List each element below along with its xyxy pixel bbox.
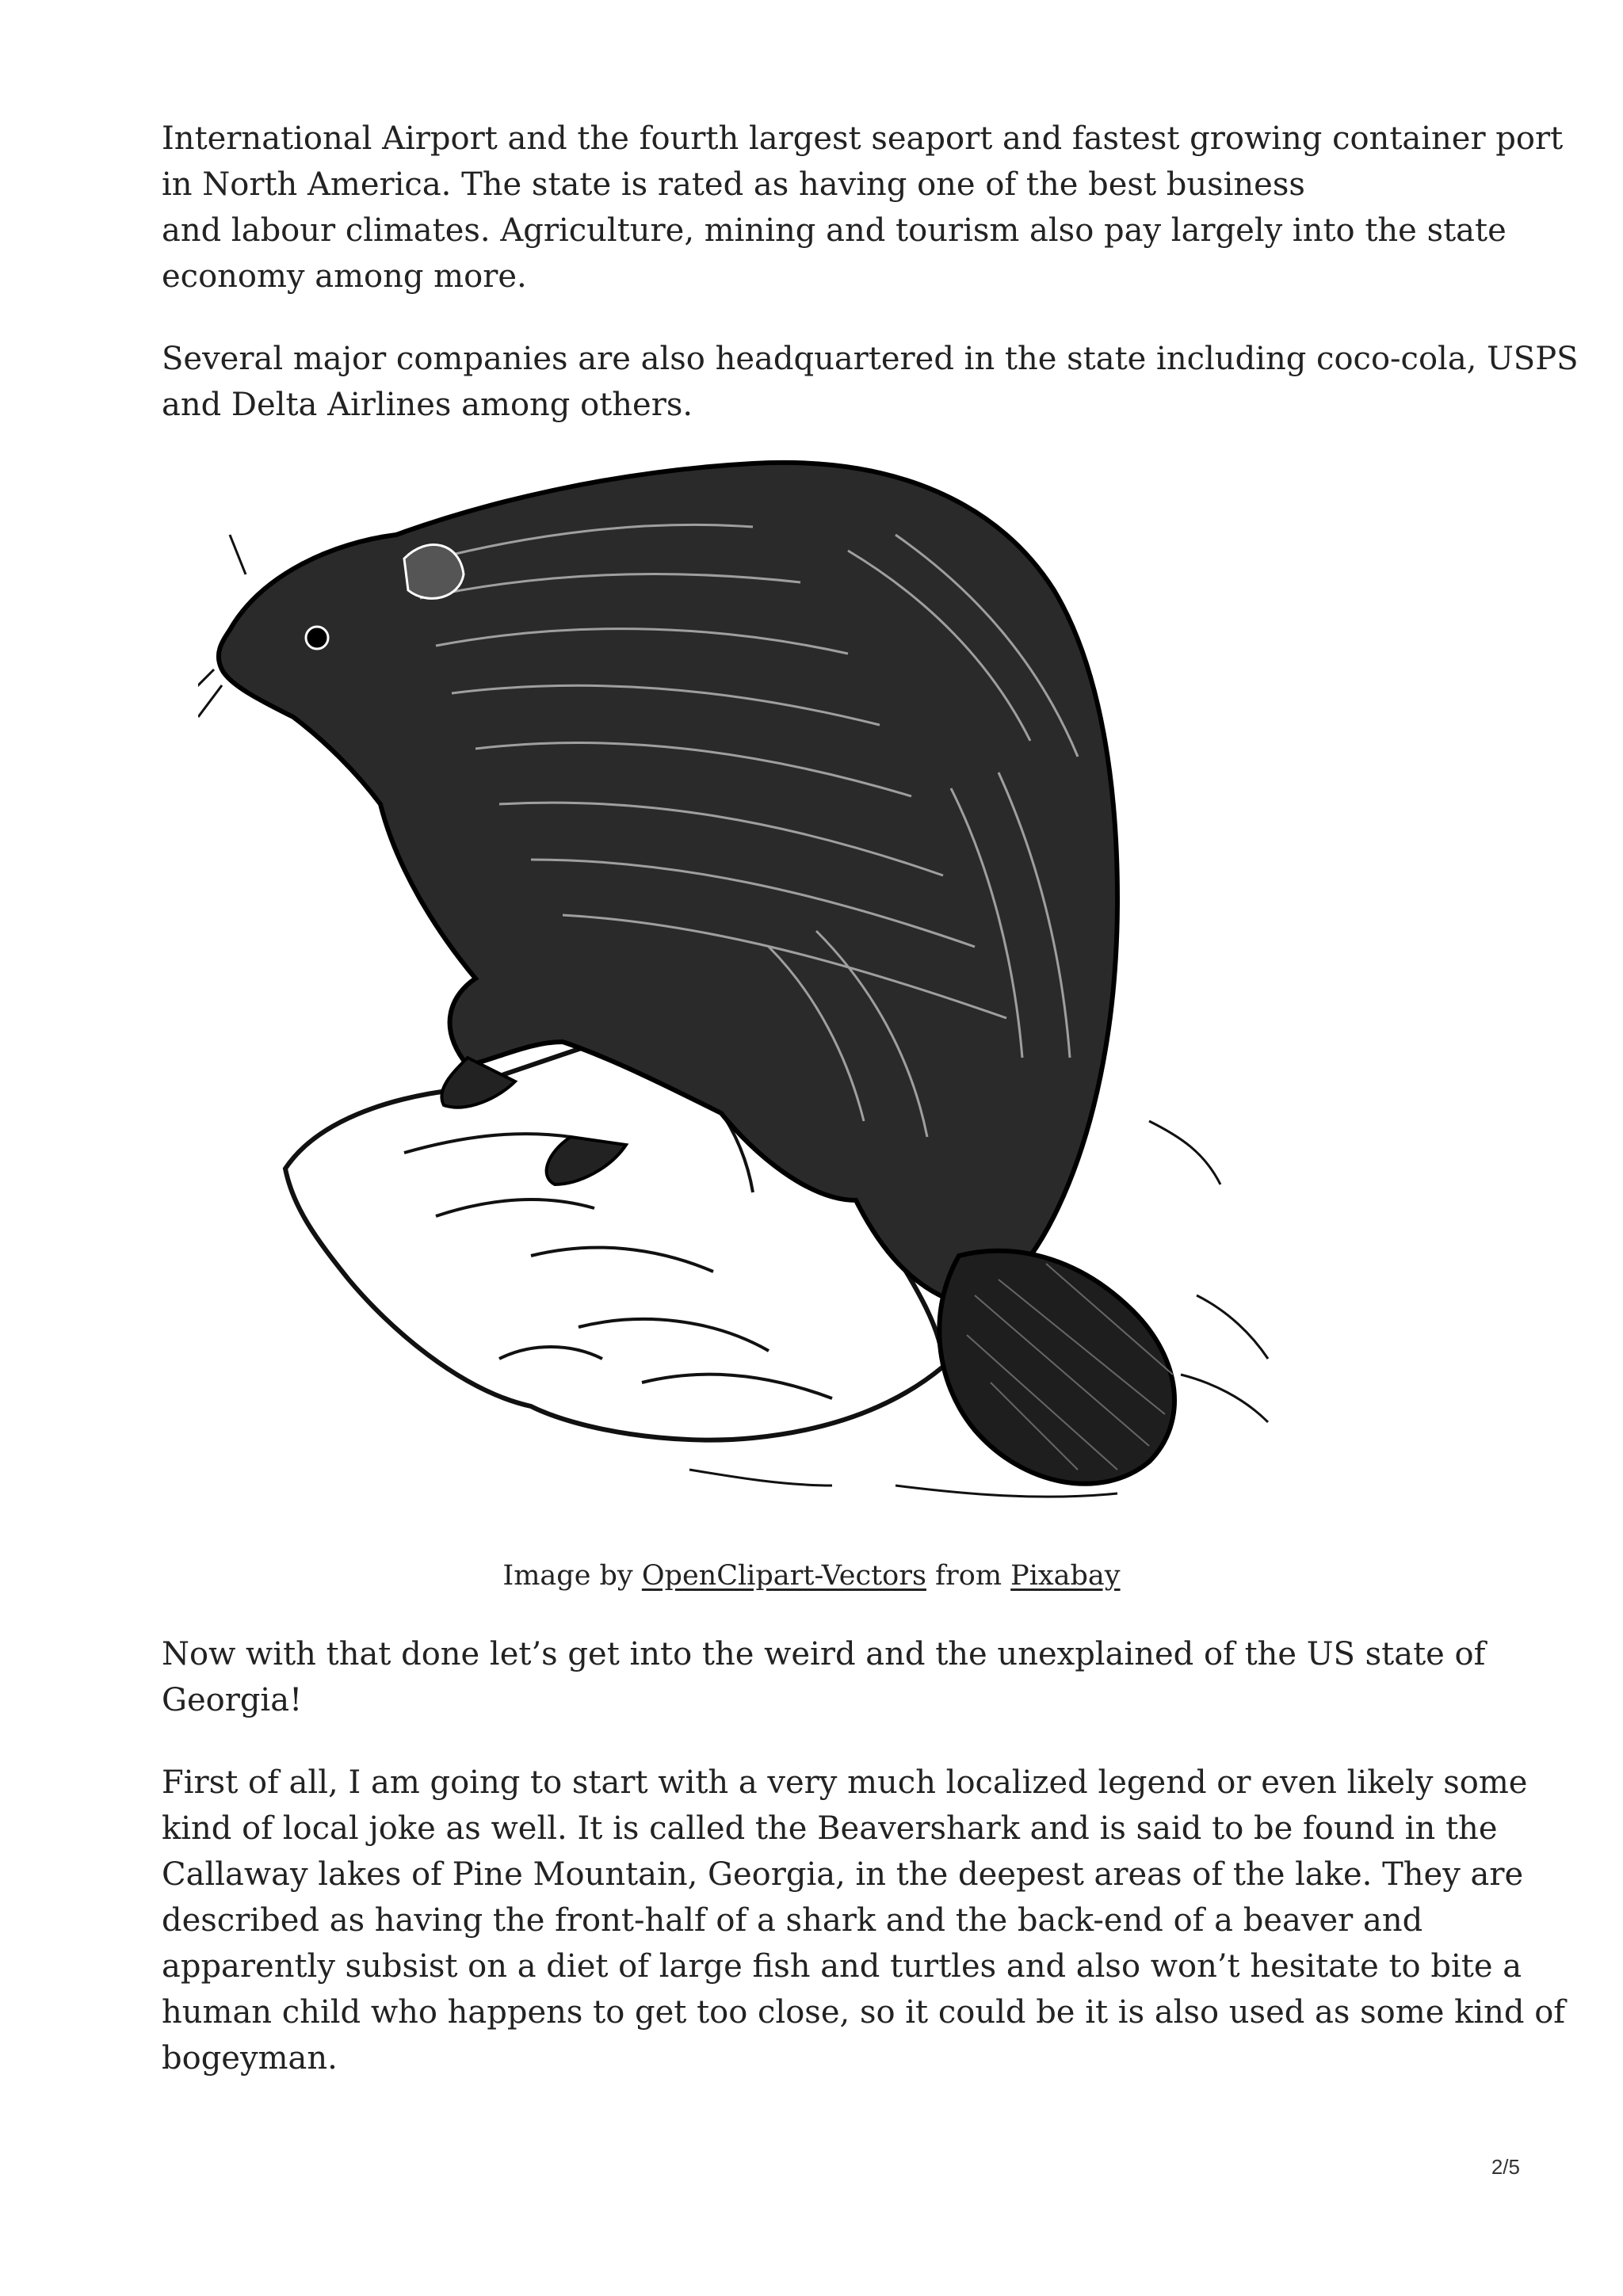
paragraph-line: kind of local joke as well. It is called the Beavershark and is said to be found in the	[162, 1810, 1498, 1847]
caption-prefix: Image by	[502, 1560, 633, 1592]
image-caption	[0, 1556, 1623, 1596]
paragraph-line: Now with that done let’s get into the weird and the unexplained of the US state of	[162, 1636, 1486, 1672]
beaver-ear	[404, 545, 464, 599]
paragraph-economy	[162, 116, 1564, 299]
caption-middle: from	[935, 1560, 1002, 1592]
beaver-eye	[306, 627, 328, 649]
paragraph-line: in North America. The state is rated as having one of the best business	[162, 166, 1305, 203]
paragraph-line: economy among more.	[162, 258, 527, 295]
paragraph-line: Georgia!	[162, 1682, 303, 1718]
beaver-illustration	[198, 456, 1434, 1533]
paragraph-line: described as having the front-half of a shark and the back-end of a beaver and	[162, 1902, 1423, 1939]
paragraph-intro-weird	[162, 1631, 1486, 1723]
beaver-drawing	[198, 456, 1434, 1533]
paragraph-companies	[162, 336, 1579, 428]
paragraph-line: human child who happens to get too close, so it could be it is also used as some kind of	[162, 1994, 1566, 2031]
paragraph-line: Callaway lakes of Pine Mountain, Georgia, in the deepest areas of the lake. They are	[162, 1856, 1524, 1893]
paragraph-line: and Delta Airlines among others.	[162, 387, 693, 423]
paragraph-beavershark	[162, 1760, 1566, 2081]
paragraph-line: and labour climates. Agriculture, mining and tourism also pay largely into the state	[162, 212, 1507, 249]
paragraph-line: bogeyman.	[162, 2040, 338, 2077]
page-number: 2/5	[1491, 2155, 1520, 2179]
paragraph-line: First of all, I am going to start with a very much localized legend or even likely some	[162, 1764, 1528, 1801]
author-link[interactable]: OpenClipart-Vectors	[641, 1560, 926, 1592]
paragraph-line: Several major companies are also headquartered in the state including coco-cola, USPS	[162, 341, 1579, 377]
paragraph-line: apparently subsist on a diet of large fish and turtles and also won’t hesitate to bite a	[162, 1948, 1522, 1985]
source-link[interactable]: Pixabay	[1010, 1560, 1121, 1592]
paragraph-line: International Airport and the fourth largest seaport and fastest growing container port	[162, 120, 1564, 157]
